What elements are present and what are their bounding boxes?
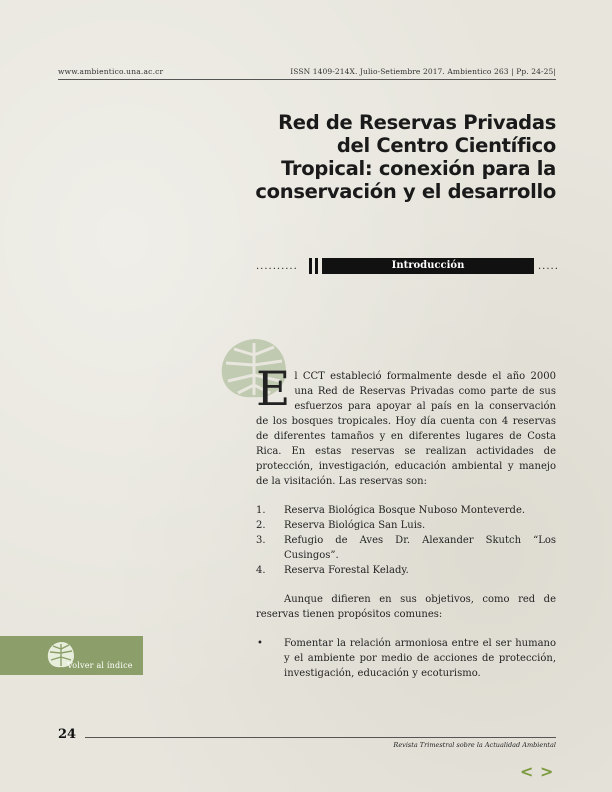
intro-text: l CCT estableció formalmente desde el año 2000 una Red de Reservas Privadas como parte de sus esfuerzos para apoyar al país en la conservación de los bosques tropicales. Hoy día cuenta con 4 reservas de diferentes tamaños y en diferentes lugares de Costa Rica. En estas reservas se realizan actividades de protección, investigación, educación ambiental y manejo de la visitación. Las reservas son: xyxy=(256,371,556,487)
list-text: Fomentar la relación armoniosa entre el ser humano y el ambiente por medio de acciones de protección, investigación, educación y ecoturismo. xyxy=(284,638,556,679)
list-item xyxy=(256,518,556,533)
prev-page-button[interactable]: < xyxy=(520,762,534,781)
header-rule xyxy=(58,79,556,80)
drop-cap: E xyxy=(256,362,291,417)
title-line: Tropical: conexión para la xyxy=(281,157,556,180)
page-number: 24 xyxy=(58,727,77,742)
header-issn: ISSN 1409-214X. Julio-Setiembre 2017. Ambientico 263 | Pp. 24-25| xyxy=(290,67,556,76)
header-website[interactable]: www.ambientico.una.ac.cr xyxy=(58,67,164,76)
back-to-index-label[interactable]: Volver al índice xyxy=(67,661,133,670)
footer-rule xyxy=(85,737,556,738)
list-number: 4. xyxy=(256,565,266,576)
title-line: Red de Reservas Privadas xyxy=(278,111,556,134)
list-item xyxy=(256,636,556,681)
title-line: conservación y el desarrollo xyxy=(255,180,556,203)
list-item xyxy=(256,533,556,563)
list-text: Reserva Biológica Bosque Nuboso Monteverde. xyxy=(284,505,526,516)
list-item xyxy=(256,563,556,578)
reserves-list xyxy=(256,503,556,578)
list-text: Reserva Forestal Kelady. xyxy=(284,565,409,576)
journal-name: Revista Trimestral sobre la Actualidad Ambiental xyxy=(393,741,556,749)
list-text: Reserva Biológica San Luis. xyxy=(284,520,426,531)
article-title xyxy=(236,111,556,203)
list-number: 3. xyxy=(256,535,266,546)
bullet-mark: • xyxy=(257,638,263,649)
intro-paragraph xyxy=(256,362,556,489)
section-dots-right: ..... xyxy=(538,261,559,272)
purposes-paragraph: Aunque difieren en sus objetivos, como red de reservas tienen propósitos comunes: xyxy=(256,594,556,620)
purposes-list xyxy=(256,636,556,681)
section-bars xyxy=(309,258,319,274)
article-body xyxy=(256,362,556,681)
list-item xyxy=(256,503,556,518)
section-heading: Introducción xyxy=(322,258,534,274)
title-line: del Centro Científico xyxy=(336,134,556,157)
list-number: 2. xyxy=(256,520,266,531)
next-page-button[interactable]: > xyxy=(540,762,554,781)
section-dots-left: .......... xyxy=(256,261,298,272)
list-text: Refugio de Aves Dr. Alexander Skutch “Los Cusingos”. xyxy=(284,535,556,561)
list-number: 1. xyxy=(256,505,266,516)
